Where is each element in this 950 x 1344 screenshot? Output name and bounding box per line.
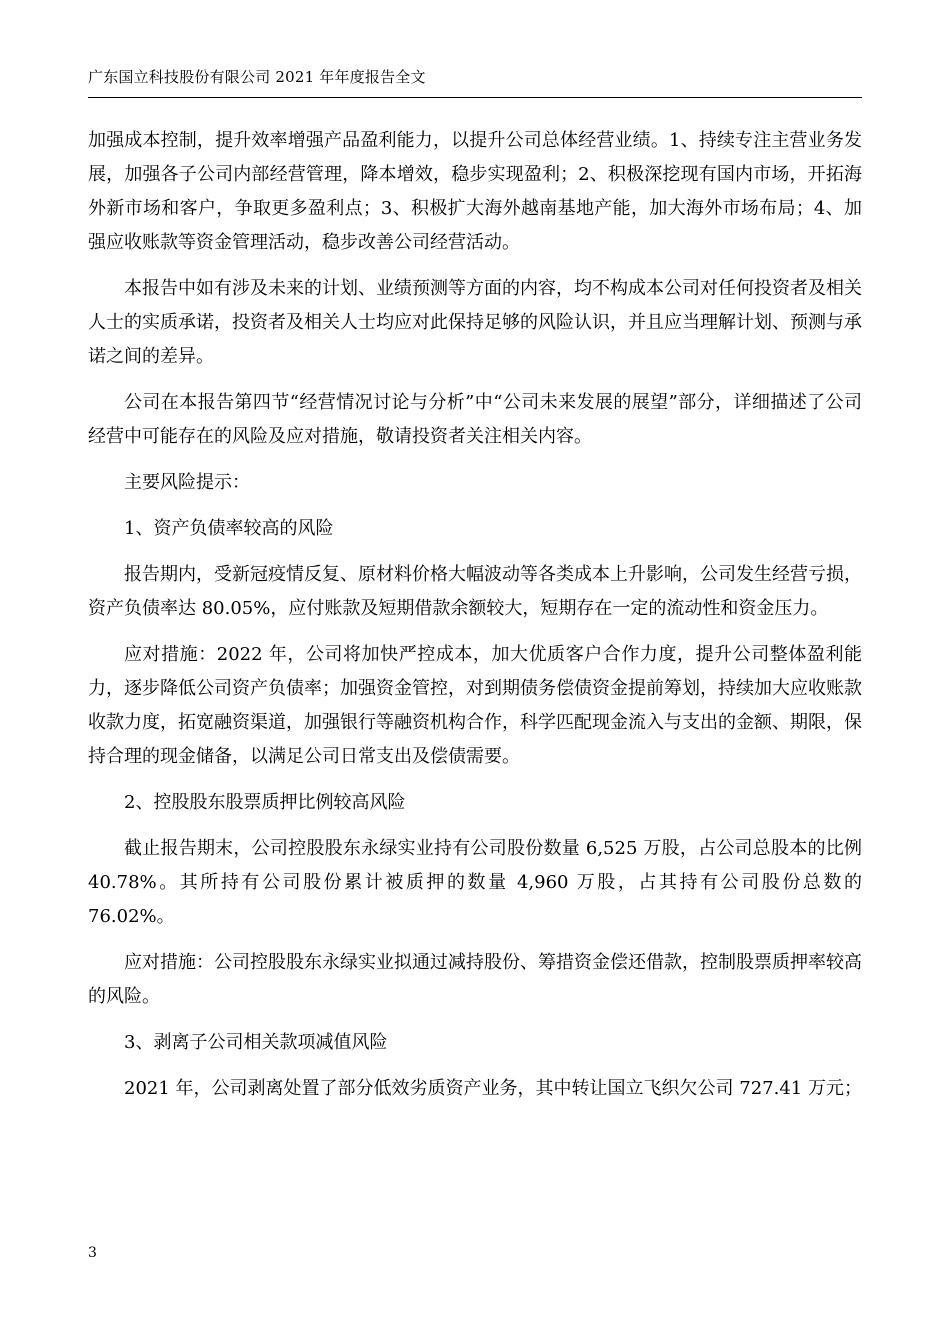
risk-heading: 3、剥离子公司相关款项减值风险 [124, 1032, 388, 1053]
risk-heading: 2、控股股东股票质押比例较高风险 [124, 792, 406, 813]
section-heading: 主要风险提示： [124, 472, 250, 493]
paragraph: 应对措施：公司控股股东永绿实业拟通过减持股份、筹措资金偿还借款，控制股票质押率较高的风险。 [88, 952, 862, 1007]
page-number: 3 [88, 1245, 97, 1261]
paragraph: 本报告中如有涉及未来的计划、业绩预测等方面的内容，均不构成本公司对任何投资者及相关人士的实质承诺，投资者及相关人士均应对此保持足够的风险认识，并且应当理解计划、预测与承诺之间的差异。 [88, 278, 862, 367]
paragraph: 报告期内，受新冠疫情反复、原材料价格大幅波动等各类成本上升影响，公司发生经营亏损，资产负债率达 80.05%，应付账款及短期借款余额较大，短期存在一定的流动性和资金压力。 [88, 564, 862, 619]
document-body [88, 124, 862, 1118]
running-header: 广东国立科技股份有限公司 2021 年年度报告全文 [88, 68, 426, 86]
header-rule [88, 97, 862, 98]
risk-heading: 1、资产负债率较高的风险 [124, 518, 334, 539]
paragraph: 应对措施：2022 年，公司将加快严控成本，加大优质客户合作力度，提升公司整体盈利能力，逐步降低公司资产负债率；加强资金管控，对到期债务偿债资金提前筹划，持续加大应收账款收款力度，拓宽融资渠道，加强银行等融资机构合作，科学匹配现金流入与支出的金额、期限，保持合理的现金储备，以满足公司日常支出及偿债需要。 [88, 644, 862, 767]
paragraph: 2021 年，公司剥离处置了部分低效劣质资产业务，其中转让国立飞织欠公司 727.41 万元； [124, 1078, 862, 1099]
paragraph: 加强成本控制，提升效率增强产品盈利能力，以提升公司总体经营业绩。1、持续专注主营业务发展，加强各子公司内部经营管理，降本增效，稳步实现盈利；2、积极深挖现有国内市场，开拓海外新市场和客户，争取更多盈利点；3、积极扩大海外越南基地产能，加大海外市场布局；4、加强应收账款等资金管理活动，稳步改善公司经营活动。 [88, 130, 862, 253]
paragraph: 截止报告期末，公司控股股东永绿实业持有公司股份数量 6,525 万股，占公司总股本的比例 40.78%。其所持有公司股份累计被质押的数量 4,960 万股，占其持有公司股份总数的 76.02%。 [88, 838, 862, 927]
paragraph: 公司在本报告第四节“经营情况讨论与分析”中“公司未来发展的展望”部分，详细描述了公司经营中可能存在的风险及应对措施，敬请投资者关注相关内容。 [88, 392, 862, 447]
